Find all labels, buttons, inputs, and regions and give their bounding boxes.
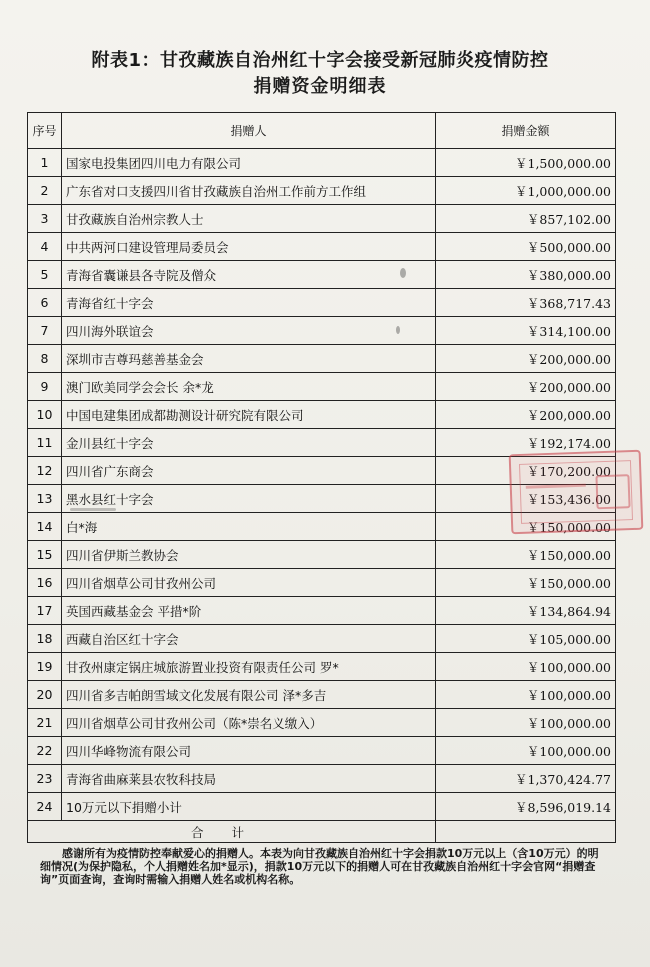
- donor-name: 甘孜州康定锅庄城旅游置业投资有限责任公司 罗*: [62, 653, 436, 681]
- table-row: [28, 569, 616, 597]
- donor-name: 四川省广东商会: [62, 457, 436, 485]
- donation-amount: ￥1,370,424.77: [436, 765, 616, 793]
- row-number: 16: [28, 569, 62, 597]
- donor-name: 广东省对口支援四川省甘孜藏族自治州工作前方工作组: [62, 177, 436, 205]
- header-no: 序号: [28, 113, 62, 149]
- row-number: 23: [28, 765, 62, 793]
- donor-name: 四川华峰物流有限公司: [62, 737, 436, 765]
- table-row: [28, 709, 616, 737]
- donor-name: 青海省曲麻莱县农牧科技局: [62, 765, 436, 793]
- donation-amount: ￥314,100.00: [436, 317, 616, 345]
- acknowledgement-note: [40, 847, 600, 886]
- table-row: [28, 345, 616, 373]
- donor-name: 国家电投集团四川电力有限公司: [62, 149, 436, 177]
- donor-name: 西藏自治区红十字会: [62, 625, 436, 653]
- donor-name: 四川海外联谊会: [62, 317, 436, 345]
- donation-amount: ￥368,717.43: [436, 289, 616, 317]
- header-amount: 捐赠金额: [436, 113, 616, 149]
- table-row: [28, 625, 616, 653]
- row-number: 22: [28, 737, 62, 765]
- donation-amount: ￥8,596,019.14: [436, 793, 616, 821]
- table-row: [28, 429, 616, 457]
- donation-amount: ￥153,436.00: [436, 485, 616, 513]
- ink-smudge: [70, 508, 116, 511]
- table-row: [28, 373, 616, 401]
- donation-amount: ￥100,000.00: [436, 709, 616, 737]
- donor-name: 澳门欧美同学会会长 余*龙: [62, 373, 436, 401]
- table-row: [28, 261, 616, 289]
- donation-amount: ￥200,000.00: [436, 345, 616, 373]
- donation-amount: ￥150,000.00: [436, 541, 616, 569]
- row-number: 1: [28, 149, 62, 177]
- donation-amount: ￥100,000.00: [436, 653, 616, 681]
- total-amount: [436, 821, 616, 843]
- row-number: 19: [28, 653, 62, 681]
- header-donor: 捐赠人: [62, 113, 436, 149]
- row-number: 6: [28, 289, 62, 317]
- row-number: 12: [28, 457, 62, 485]
- document-subtitle: 捐赠资金明细表: [253, 76, 387, 97]
- donation-amount: ￥150,000.00: [436, 569, 616, 597]
- table-row: [28, 737, 616, 765]
- ink-smudge: [396, 326, 400, 334]
- table-row: [28, 597, 616, 625]
- row-number: 4: [28, 233, 62, 261]
- donation-amount: ￥170,200.00: [436, 457, 616, 485]
- row-number: 7: [28, 317, 62, 345]
- row-number: 5: [28, 261, 62, 289]
- table-row: [28, 681, 616, 709]
- donor-name: 10万元以下捐赠小计: [62, 793, 436, 821]
- donation-amount: ￥105,000.00: [436, 625, 616, 653]
- donation-amount: ￥857,102.00: [436, 205, 616, 233]
- row-number: 9: [28, 373, 62, 401]
- note-text: 感谢所有为疫情防控奉献爱心的捐赠人。本表为向甘孜藏族自治州红十字会捐款10万元以上（含10万元）的明细情况(为保护隐私，个人捐赠姓名加*显示)，捐款10万元以下的捐赠人可在甘孜藏族自治州红十字会官网“捐赠查询”页面查询，查询时需输入捐赠人姓名或机构名称。: [40, 847, 599, 886]
- row-number: 24: [28, 793, 62, 821]
- donor-name: 中共两河口建设管理局委员会: [62, 233, 436, 261]
- ink-smudge: [400, 268, 406, 278]
- donor-name: 白*海: [62, 513, 436, 541]
- row-number: 21: [28, 709, 62, 737]
- row-number: 14: [28, 513, 62, 541]
- donor-name: 金川县红十字会: [62, 429, 436, 457]
- donation-amount: ￥192,174.00: [436, 429, 616, 457]
- table-row: [28, 205, 616, 233]
- donation-amount: ￥150,000.00: [436, 513, 616, 541]
- row-number: 20: [28, 681, 62, 709]
- donor-name: 甘孜藏族自治州宗教人士: [62, 205, 436, 233]
- row-number: 18: [28, 625, 62, 653]
- donation-amount: ￥1,000,000.00: [436, 177, 616, 205]
- document-title: 附表1：甘孜藏族自治州红十字会接受新冠肺炎疫情防控: [91, 50, 549, 71]
- donation-amount: ￥380,000.00: [436, 261, 616, 289]
- table-row: [28, 765, 616, 793]
- table-row: [28, 177, 616, 205]
- donor-name: 中国电建集团成都勘测设计研究院有限公司: [62, 401, 436, 429]
- donation-amount: ￥200,000.00: [436, 401, 616, 429]
- donor-name: 黑水县红十字会: [62, 485, 436, 513]
- table-row: [28, 149, 616, 177]
- row-number: 8: [28, 345, 62, 373]
- donor-name: 英国西藏基金会 平措*阶: [62, 597, 436, 625]
- donation-amount: ￥100,000.00: [436, 737, 616, 765]
- table-row: [28, 541, 616, 569]
- total-label: 合计: [28, 821, 436, 843]
- row-number: 13: [28, 485, 62, 513]
- table-header-row: [28, 113, 616, 149]
- table-row: [28, 289, 616, 317]
- donation-amount: ￥100,000.00: [436, 681, 616, 709]
- donation-amount: ￥1,500,000.00: [436, 149, 616, 177]
- donor-name: 四川省多吉帕朗雪域文化发展有限公司 泽*多吉: [62, 681, 436, 709]
- table-row: [28, 793, 616, 821]
- row-number: 10: [28, 401, 62, 429]
- table-row: [28, 653, 616, 681]
- donor-name: 深圳市吉尊玛慈善基金会: [62, 345, 436, 373]
- donation-amount: ￥134,864.94: [436, 597, 616, 625]
- stamp-glyph: [595, 474, 630, 509]
- table-row: [28, 233, 616, 261]
- total-row: [28, 821, 616, 843]
- donor-name: 四川省烟草公司甘孜州公司: [62, 569, 436, 597]
- row-number: 3: [28, 205, 62, 233]
- red-seal-stamp: [509, 450, 644, 535]
- donation-amount: ￥200,000.00: [436, 373, 616, 401]
- row-number: 11: [28, 429, 62, 457]
- table-row: [28, 317, 616, 345]
- row-number: 17: [28, 597, 62, 625]
- donor-name: 四川省烟草公司甘孜州公司（陈*崇名义缴入）: [62, 709, 436, 737]
- donor-name: 青海省囊谦县各寺院及僧众: [62, 261, 436, 289]
- row-number: 2: [28, 177, 62, 205]
- donor-name: 青海省红十字会: [62, 289, 436, 317]
- row-number: 15: [28, 541, 62, 569]
- table-row: [28, 401, 616, 429]
- donor-name: 四川省伊斯兰教协会: [62, 541, 436, 569]
- donation-amount: ￥500,000.00: [436, 233, 616, 261]
